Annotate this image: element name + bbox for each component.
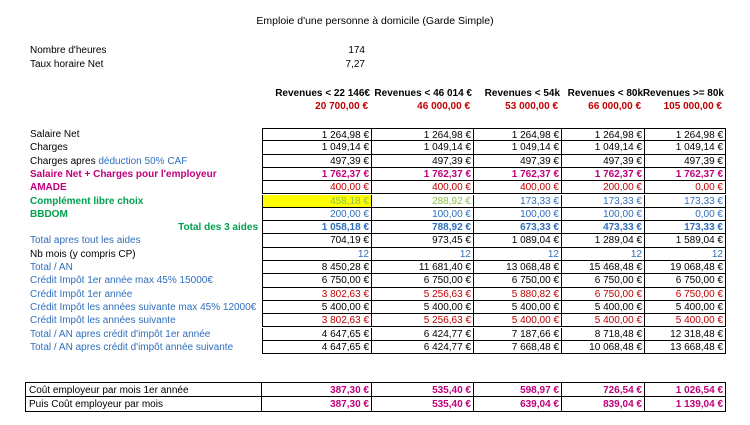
table-cell: 4 647,65 €: [262, 341, 372, 354]
column-header-amount: 46 000,00 €: [417, 101, 470, 112]
table-cell: 3 802,63 €: [262, 314, 372, 327]
column-header-amount: 20 700,00 €: [315, 101, 368, 112]
table-cell: 788,92 €: [372, 221, 474, 234]
table-cell: 6 750,00 €: [645, 274, 726, 287]
column-header-label: Revenues < 46 014 €: [374, 88, 472, 99]
table-cell: 673,33 €: [474, 221, 562, 234]
table-cell: 11 681,40 €: [372, 261, 474, 274]
table-cell: 6 750,00 €: [262, 274, 372, 287]
row-label: Crédit Impôt les années suivante max 45% 12000€: [30, 301, 257, 313]
table-cell: 8 450,28 €: [262, 261, 372, 274]
table-cell: 973,45 €: [372, 234, 474, 247]
table-cell: 5 400,00 €: [474, 301, 562, 314]
row-label: Total / AN apres crédit d'impôt année suivante: [30, 341, 234, 353]
table-cell: 6 424,77 €: [372, 328, 474, 341]
table-cell: 12: [645, 248, 726, 261]
column-header-amount: 53 000,00 €: [505, 101, 558, 112]
table-cell: 1 264,98 €: [474, 128, 562, 141]
table-cell: 497,39 €: [262, 155, 372, 168]
table-cell: 6 750,00 €: [562, 274, 645, 287]
table-cell: 12 318,48 €: [645, 328, 726, 341]
param-hours-value: 174: [348, 45, 365, 56]
table-cell: 0,00 €: [645, 181, 726, 194]
row-label: Total apres tout les aides: [30, 235, 141, 247]
summary-cell: 1 139,04 €: [645, 397, 726, 412]
column-header-amount: 66 000,00 €: [588, 101, 641, 112]
table-cell: 1 049,14 €: [262, 141, 372, 154]
table-cell: 5 400,00 €: [645, 314, 726, 327]
param-hours-label: Nombre d'heures: [30, 45, 107, 56]
table-cell: 5 400,00 €: [372, 301, 474, 314]
table-cell: 6 750,00 €: [645, 288, 726, 301]
summary-cell: 726,54 €: [562, 382, 645, 397]
row-label: Total / AN apres crédit d'impôt 1er année: [30, 328, 211, 340]
table-cell: 458,18 €: [262, 195, 372, 208]
table-cell: 1 049,14 €: [645, 141, 726, 154]
table-cell: 19 068,48 €: [645, 261, 726, 274]
table-cell: 1 289,04 €: [562, 234, 645, 247]
table-cell: 6 750,00 €: [474, 274, 562, 287]
column-header-label: Revenues < 54k: [484, 88, 560, 99]
table-cell: 5 400,00 €: [474, 314, 562, 327]
param-rate-value: 7,27: [345, 59, 365, 70]
row-label: AMADE: [30, 182, 67, 194]
column-header-label: Revenues < 80k: [567, 88, 643, 99]
summary-label: Puis Coût employeur par mois: [25, 397, 262, 412]
table-cell: 1 264,98 €: [645, 128, 726, 141]
table-cell: 1 762,37 €: [372, 168, 474, 181]
table-cell: 1 264,98 €: [262, 128, 372, 141]
table-cell: 1 264,98 €: [562, 128, 645, 141]
table-cell: 5 400,00 €: [262, 301, 372, 314]
row-label: Salaire Net: [30, 129, 80, 140]
column-header-label: Revenues < 22 146€: [275, 88, 370, 99]
table-cell: 400,00 €: [372, 181, 474, 194]
table-cell: 5 880,82 €: [474, 288, 562, 301]
table-cell: 497,39 €: [372, 155, 474, 168]
table-cell: 6 750,00 €: [372, 274, 474, 287]
row-label: Salaire Net + Charges pour l'employeur: [30, 168, 217, 180]
row-label: Charges apres déduction 50% CAF: [30, 155, 188, 167]
table-cell: 100,00 €: [562, 208, 645, 221]
table-cell: 497,39 €: [562, 155, 645, 168]
row-label: Total des 3 aides: [178, 222, 258, 234]
table-cell: 12: [474, 248, 562, 261]
table-cell: 4 647,65 €: [262, 328, 372, 341]
table-cell: 12: [262, 248, 372, 261]
table-cell: 6 424,77 €: [372, 341, 474, 354]
table-cell: 1 049,14 €: [372, 141, 474, 154]
summary-cell: 1 026,54 €: [645, 382, 726, 397]
table-cell: 1 058,18 €: [262, 221, 372, 234]
table-cell: 13 068,48 €: [474, 261, 562, 274]
table-cell: 6 750,00 €: [562, 288, 645, 301]
table-cell: 200,00 €: [562, 181, 645, 194]
table-cell: 1 762,37 €: [562, 168, 645, 181]
table-cell: 8 718,48 €: [562, 328, 645, 341]
summary-label: Coût employeur par mois 1er année: [25, 382, 262, 397]
table-cell: 5 400,00 €: [645, 301, 726, 314]
table-cell: 473,33 €: [562, 221, 645, 234]
param-rate-label: Taux horaire Net: [30, 59, 104, 70]
summary-cell: 639,04 €: [474, 397, 562, 412]
table-cell: 173,33 €: [645, 221, 726, 234]
table-cell: 173,33 €: [645, 195, 726, 208]
table-cell: 100,00 €: [372, 208, 474, 221]
row-label: Crédit Impôt 1er année: [30, 288, 133, 300]
table-cell: 5 256,63 €: [372, 314, 474, 327]
table-cell: 1 049,14 €: [562, 141, 645, 154]
summary-cell: 598,97 €: [474, 382, 562, 397]
row-label: Crédit Impôt les années suivante: [30, 315, 176, 327]
table-cell: 15 468,48 €: [562, 261, 645, 274]
table-cell: 497,39 €: [645, 155, 726, 168]
column-header-label: Revenues >= 80k: [642, 88, 724, 99]
row-label: Complément libre choix: [30, 195, 144, 207]
row-label: Crédit Impôt 1er année max 45% 15000€: [30, 275, 213, 287]
table-cell: 10 068,48 €: [562, 341, 645, 354]
table-cell: 1 762,37 €: [474, 168, 562, 181]
column-header-amount: 105 000,00 €: [663, 101, 722, 112]
table-cell: 288,92 €: [372, 195, 474, 208]
row-label: Nb mois (y compris CP): [30, 248, 136, 260]
row-label-extra: déduction 50% CAF: [98, 155, 188, 167]
table-cell: 1 264,98 €: [372, 128, 474, 141]
table-cell: 7 668,48 €: [474, 341, 562, 354]
table-cell: 5 400,00 €: [562, 301, 645, 314]
table-cell: 1 762,37 €: [645, 168, 726, 181]
summary-cell: 839,04 €: [562, 397, 645, 412]
table-cell: 0,00 €: [645, 208, 726, 221]
summary-cell: 535,40 €: [372, 397, 474, 412]
table-cell: 704,19 €: [262, 234, 372, 247]
table-cell: 13 668,48 €: [645, 341, 726, 354]
table-cell: 1 089,04 €: [474, 234, 562, 247]
table-cell: 3 802,63 €: [262, 288, 372, 301]
summary-cell: 387,30 €: [262, 382, 372, 397]
table-cell: 1 762,37 €: [262, 168, 372, 181]
table-cell: 173,33 €: [562, 195, 645, 208]
summary-cell: 387,30 €: [262, 397, 372, 412]
table-cell: 173,33 €: [474, 195, 562, 208]
table-cell: 12: [372, 248, 474, 261]
table-cell: 200,00 €: [262, 208, 372, 221]
table-cell: 1 589,04 €: [645, 234, 726, 247]
table-cell: 5 400,00 €: [562, 314, 645, 327]
table-cell: 400,00 €: [474, 181, 562, 194]
row-label: Total / AN: [30, 262, 73, 273]
row-label: Charges: [30, 142, 68, 154]
table-cell: 7 187,66 €: [474, 328, 562, 341]
table-cell: 1 049,14 €: [474, 141, 562, 154]
table-cell: 497,39 €: [474, 155, 562, 168]
summary-cell: 535,40 €: [372, 382, 474, 397]
table-cell: 12: [562, 248, 645, 261]
table-cell: 5 256,63 €: [372, 288, 474, 301]
row-label: BBDOM: [30, 208, 68, 220]
table-cell: 100,00 €: [474, 208, 562, 221]
page-title: Emploie d'une personne à domicile (Garde Simple): [256, 15, 494, 27]
table-cell: 400,00 €: [262, 181, 372, 194]
